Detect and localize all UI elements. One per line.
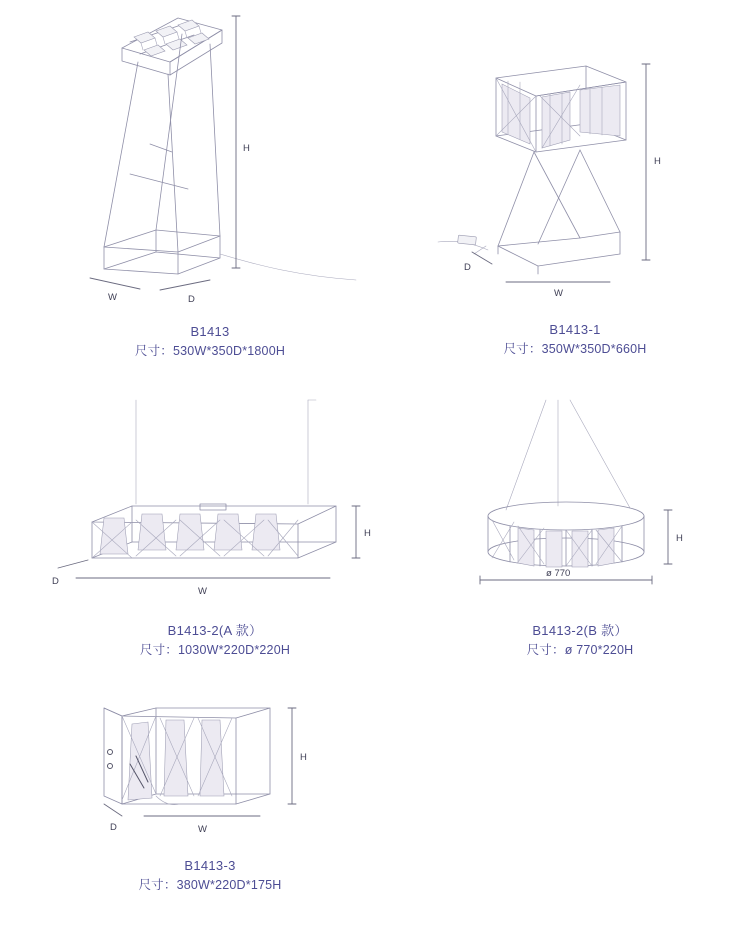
- caption-b1413-1: [430, 320, 720, 360]
- dim-diameter-label: ø 770: [546, 568, 571, 579]
- dim-height-line: [642, 64, 650, 260]
- drawing-b1413-1: [430, 40, 720, 312]
- dim-width-line: [90, 278, 140, 289]
- caption-b1413-3: [60, 856, 360, 896]
- dim-height-label: H: [243, 143, 250, 154]
- dim-depth-label: D: [188, 294, 195, 305]
- dim-height-label: H: [364, 528, 371, 539]
- dim-height-label: H: [300, 752, 307, 763]
- dim-height-line: [232, 16, 240, 268]
- drawing-b1413-3: [60, 700, 360, 848]
- dim-depth-line: [160, 280, 210, 290]
- product-size: 尺寸：530W*350D*1800H: [134, 344, 286, 359]
- caption-b1413: [60, 322, 360, 362]
- dim-depth-label: D: [464, 262, 471, 273]
- product-block-b1413-2a: [40, 400, 390, 661]
- dim-width-label: W: [554, 288, 563, 299]
- caption-b1413-2a: [40, 621, 390, 661]
- caption-b1413-2b: [440, 621, 720, 661]
- product-size: 尺寸：350W*350D*660H: [503, 342, 647, 357]
- product-block-b1413-3: [60, 700, 360, 896]
- dim-depth-label: D: [110, 822, 117, 833]
- dim-width-label: W: [198, 586, 207, 597]
- product-size: 尺寸：1030W*220D*220H: [139, 643, 291, 658]
- dim-height-label: H: [676, 533, 683, 544]
- dim-height-line: [352, 506, 360, 558]
- product-name: B1413: [190, 324, 230, 339]
- product-size: 尺寸：380W*220D*175H: [138, 878, 282, 893]
- drawing-b1413: [60, 4, 360, 314]
- dim-height-line: [288, 708, 296, 804]
- dim-width-label: W: [198, 824, 207, 835]
- dim-depth-line: [58, 560, 88, 568]
- product-block-b1413: [60, 4, 360, 362]
- drawing-b1413-2a: [40, 400, 390, 615]
- product-block-b1413-1: [430, 40, 720, 360]
- dim-depth-line: [104, 804, 122, 816]
- product-name: B1413-2(B 款）: [532, 623, 628, 638]
- drawing-b1413-2b: [440, 400, 720, 615]
- product-name: B1413-1: [549, 322, 601, 337]
- dim-width-label: W: [108, 292, 117, 303]
- product-block-b1413-2b: [440, 400, 720, 661]
- dim-depth-label: D: [52, 576, 59, 587]
- dim-height-label: H: [654, 156, 661, 167]
- dim-depth-line: [472, 252, 492, 264]
- product-size: 尺寸：ø 770*220H: [526, 643, 634, 658]
- dim-height-line: [664, 510, 672, 564]
- product-name: B1413-2(A 款）: [167, 623, 263, 638]
- product-name: B1413-3: [184, 858, 236, 873]
